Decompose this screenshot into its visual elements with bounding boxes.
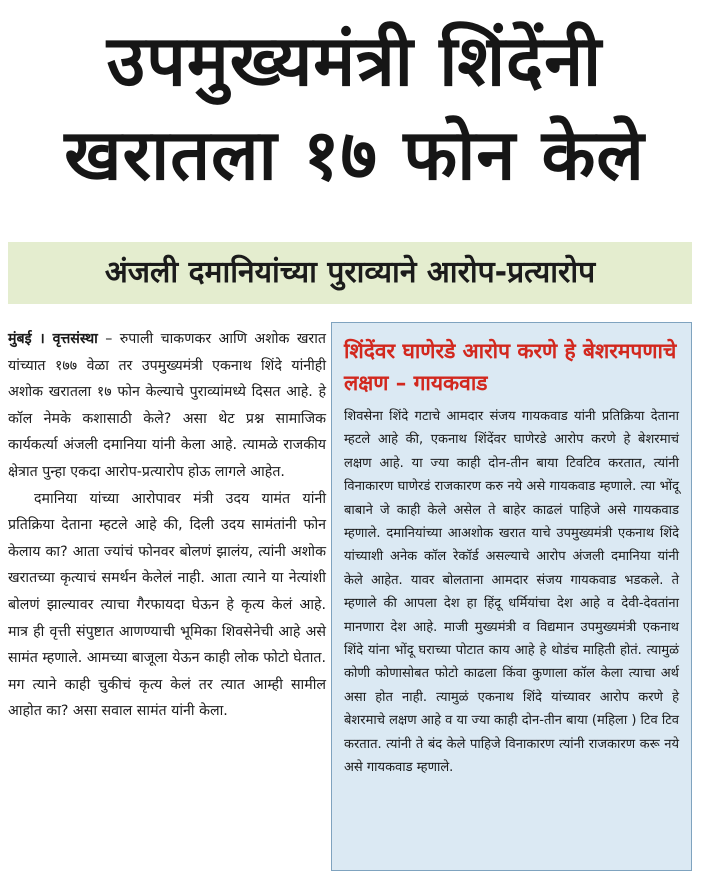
sidebar-body: शिवसेना शिंदे गटाचे आमदार संजय गायकवाड यांनी प्रतिक्रिया देताना म्हटले आहे की, एकनाथ शिंदेंवर घाणेरडे आरोप करणे हे बेशरमाचं लक्षण आहे. या ज्या काही दोन-तीन बाया टिवटिव करतात, त्यांनी विनाकारण घाणेरडं राजकारण करु नये असे गायकवाड म्हणाले. त्या भोंदू बाबाने जे काही केले असेल ते बाहेर काढलं पाहिजे असे गायकवाड म्हणाले. दमानियांच्या आअशोक खरात याचे उपमुख्यमंत्री एकनाथ शिंदे यांच्याशी अनेक कॉल रेकॉर्ड असल्याचे आरोप अंजली दमानिया यांनी केले आहेत. यावर बोलताना आमदार संजय गायकवाड भडकले. ते म्हणाले की आपला देश हा हिंदू धर्मियांचा देश आहे व देवी-देवतांना मानणारा देश आहे. माजी मुख्यमंत्री व विद्यमान उपमुख्यमंत्री एकनाथ शिंदे यांना भोंदू घराच्या पोटात काय आहे हे थोडंच माहिती होतं. त्यामुळं कोणी कोणासोबत फोटो काढला किंवा कुणाला कॉल केला त्याचा अर्थ असा होत नाही. त्यामुळं एकनाथ शिंदे यांच्यावर आरोप करणे हे बेशरमाचे लक्षण आहे व या ज्या काही दोन-तीन बाया (महिला ) टिव टिव करतात. त्यांनी ते बंद केले पाहिजे विनाकारण त्यांनी राजकारण करू नये असे गायकवाड म्हणाले. — [344, 409, 679, 776]
headline-line-1: उपमुख्यमंत्री शिंदेंनी — [106, 20, 603, 102]
sidebar-box — [331, 322, 692, 871]
subheadline: अंजली दमानियांच्या पुराव्याने आरोप-प्रत्यारोप — [8, 242, 692, 304]
dateline: मुंबई । वृत्तसंस्था — [8, 331, 98, 347]
article-paragraph-2: दमानिया यांच्या आरोपावर मंत्री उदय यामंत यांनी प्रतिक्रिया देताना म्हटले आहे की, दिली उदय सामंतांनी फोन केलाय का? आता ज्यांचं फोनवर बोलणं झालंय, त्यांनी अशोक खरातच्या कृत्याचं समर्थन केलेलं नाही. आता त्याने या नेत्यांशी बोलणं झाल्यावर त्याचा गैरफायदा घेऊन हे कृत्य केलं आहे. मात्र ही वृत्ती संपुष्टात आणण्याची भूमिका शिवसेनेची आहे असे सामंत म्हणाले. आमच्या बाजूला येऊन काही लोक फोटो घेतात. मग त्याने काही चुकीचं कृत्य केलं तर त्यात आम्ही सामील आहोत का? असा सवाल सामंत यांनी केला. — [8, 490, 326, 720]
headline-line-2: खरातला १७ फोन केले — [64, 114, 645, 196]
sidebar-title: शिंदेंवर घाणेरडे आरोप करणे हे बेशरमपणाचे लक्षण – गायकवाड — [344, 339, 677, 395]
article-paragraph-1-text: – रुपाली चाकणकर आणि अशोक खरात यांच्यात १७७ वेळा तर उपमुख्यमंत्री एकनाथ शिंदे यांनीही अशोक खरातला १७ फोन केल्याचे पुराव्यांमध्ये दिसत आहे. हे कॉल नेमके कशासाठी केले? असा थेट प्रश्न सामाजिक कार्यकर्त्या अंजली दमानिया यांनी केला आहे. त्यामळे राजकीय क्षेत्रात पुन्हा एकदा आरोप-प्रत्यारोप होऊ लागले आहेत. — [8, 331, 326, 480]
headline — [0, 14, 709, 202]
article-paragraph-1 — [8, 326, 326, 486]
article-body — [8, 326, 326, 725]
